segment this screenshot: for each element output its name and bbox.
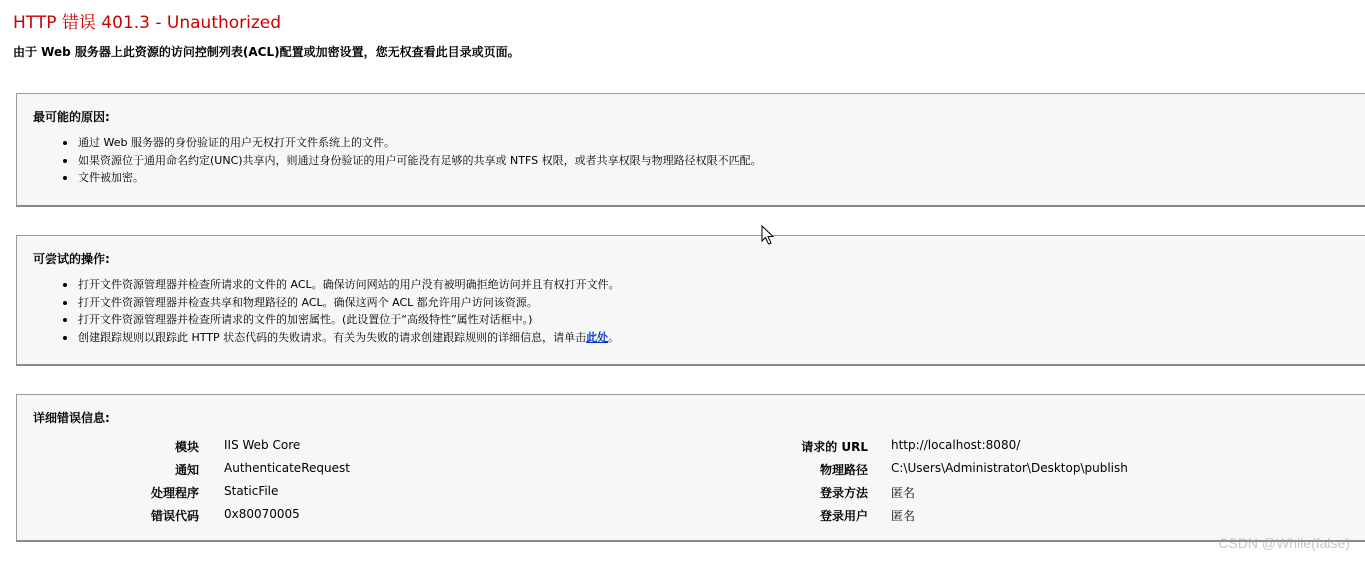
detail-label-module: 模块 [174, 440, 199, 454]
detail-value-handler: StaticFile [224, 484, 279, 498]
list-item: 打开文件资源管理器并检查所请求的文件的 ACL。确保访问网站的用户没有被明确拒绝访问并且有权打开文件。 [61, 276, 620, 294]
actions-heading: 可尝试的操作: [33, 252, 110, 266]
details-panel [16, 394, 1365, 542]
actions-list [61, 276, 620, 346]
causes-list [61, 134, 762, 187]
detail-label-logon-method: 登录方法 [819, 486, 868, 500]
detail-label-handler: 处理程序 [150, 486, 199, 500]
page-title: HTTP 错误 401.3 - Unauthorized [13, 13, 282, 33]
list-item-suffix: 。 [608, 330, 620, 344]
causes-panel [16, 93, 1365, 207]
causes-heading: 最可能的原因: [33, 110, 110, 124]
detail-label-error-code: 错误代码 [150, 509, 199, 523]
detail-label-notification: 通知 [174, 463, 199, 477]
detail-value-error-code: 0x80070005 [224, 507, 300, 521]
actions-panel [16, 235, 1365, 366]
detail-label-requested-url: 请求的 URL [801, 440, 868, 454]
list-item: 如果资源位于通用命名约定(UNC)共享内，则通过身份验证的用户可能没有足够的共享或 NTFS 权限，或者共享权限与物理路径权限不匹配。 [61, 152, 762, 170]
list-item: 文件被加密。 [61, 169, 762, 187]
watermark: CSDN @While(false) [1218, 535, 1350, 551]
detail-value-physical-path: C:\Users\Administrator\Desktop\publish [891, 461, 1128, 475]
detail-value-module: IIS Web Core [224, 438, 301, 452]
detail-value-logon-user: 匿名 [891, 509, 916, 523]
detail-value-notification: AuthenticateRequest [224, 461, 350, 475]
list-item [61, 329, 620, 347]
list-item-text: 创建跟踪规则以跟踪此 HTTP 状态代码的失败请求。有关为失败的请求创建跟踪规则的详细信息，请单击 [78, 330, 587, 344]
detail-label-logon-user: 登录用户 [819, 509, 868, 523]
details-heading: 详细错误信息: [33, 411, 110, 425]
list-item: 通过 Web 服务器的身份验证的用户无权打开文件系统上的文件。 [61, 134, 762, 152]
list-item: 打开文件资源管理器并检查所请求的文件的加密属性。(此设置位于“高级特性”属性对话框中。) [61, 311, 620, 329]
detail-label-physical-path: 物理路径 [819, 463, 868, 477]
page-subtitle: 由于 Web 服务器上此资源的访问控制列表(ACL)配置或加密设置，您无权查看此目录或页面。 [13, 45, 520, 59]
here-link[interactable]: 此处 [586, 330, 609, 344]
detail-value-requested-url: http://localhost:8080/ [891, 438, 1021, 452]
mouse-pointer-icon [761, 225, 775, 245]
list-item: 打开文件资源管理器并检查共享和物理路径的 ACL。确保这两个 ACL 都允许用户访问该资源。 [61, 294, 620, 312]
detail-value-logon-method: 匿名 [891, 486, 916, 500]
